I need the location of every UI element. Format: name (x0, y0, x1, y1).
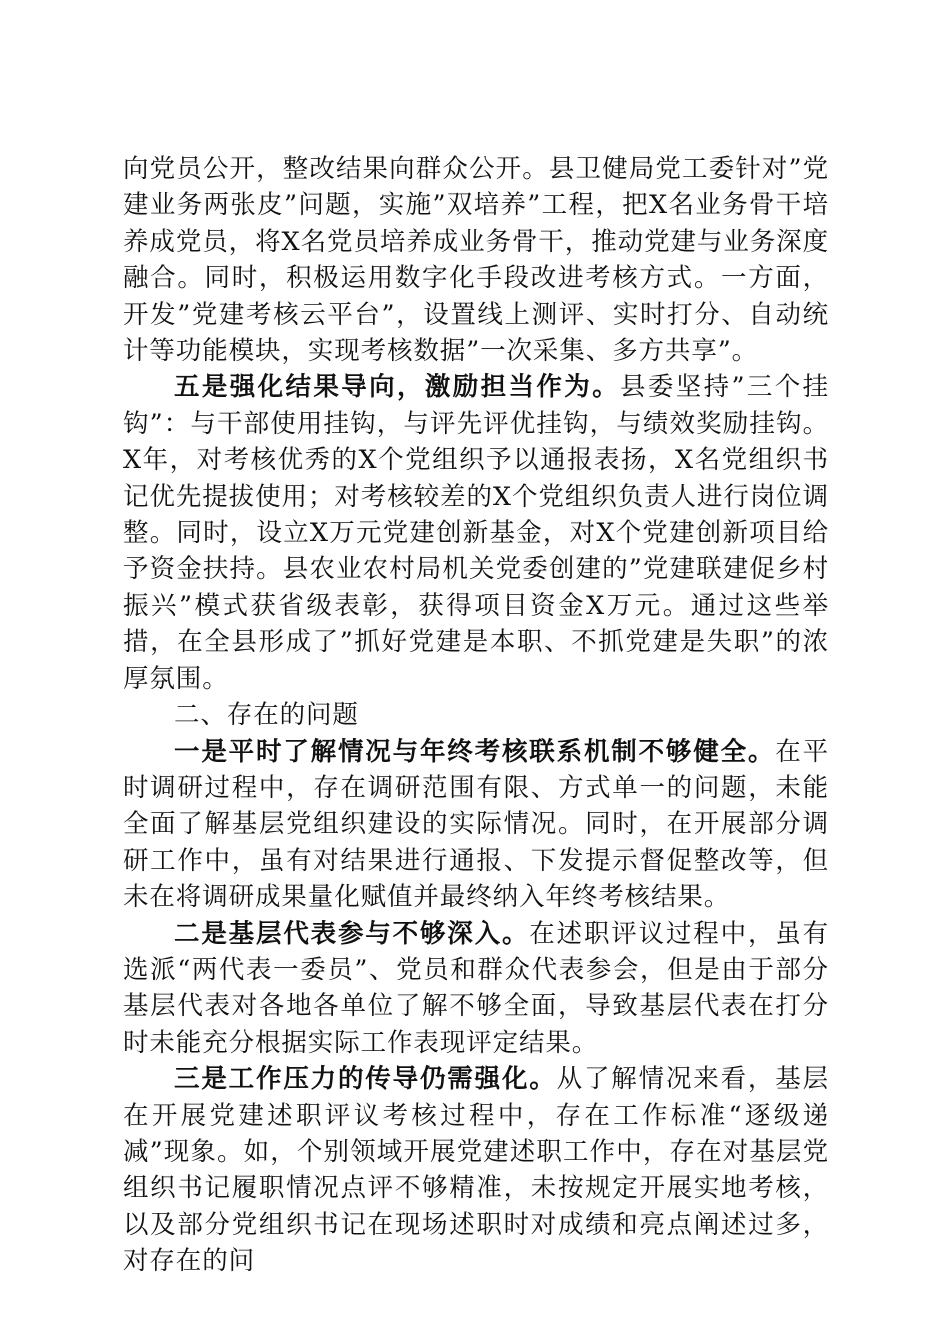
document-body (123, 151, 829, 1280)
issue-body: 在平时调研过程中，存在调研范围有限、方式单一的问题，未能全面了解基层党组织建设的实际情况。同时，在开展部分调研工作中，虽有对结果进行通报、下发提示督促整改等，但未在将调研成果量化赋值并最终纳入年终考核结果。 (123, 736, 829, 913)
section-heading: 二、存在的问题 (174, 700, 359, 731)
issue-paragraph-2 (123, 916, 829, 1062)
issue-body: 在述职评议过程中，虽有选派“两代表一委员”、党员和群众代表参会，但是由于部分基层代表对各地各单位了解不够全面，导致基层代表在打分时未能充分根据实际工作表现评定结果。 (123, 918, 829, 1058)
issue-lead: 三是工作压力的传导仍需强化。 (174, 1064, 557, 1095)
paragraph-body: 向党员公开，整改结果向群众公开。县卫健局党工委针对”党建业务两张皮”问题，实施”双培养”工程，把X名业务骨干培养成党员，将X名党员培养成业务骨干，推动党建与业务深度融合。同时，积极运用数字化手段改进考核方式。一方面，开发”党建考核云平台”，设置线上测评、实时打分、自动统计等功能模块，实现考核数据”一次采集、多方共享”。 (123, 154, 829, 367)
issue-body: 从了解情况来看，基层在开展党建述职评议考核过程中，存在工作标准“逐级递减”现象。如，个别领域开展党建述职工作中，存在对基层党组织书记履职情况点评不够精准，未按规定开展实地考核，以及部分党组织书记在现场述职时对成绩和亮点阐述过多，对存在的问 (123, 1064, 829, 1277)
issue-paragraph-1 (123, 734, 829, 916)
paragraph-lead: 五是强化结果导向，激励担当作为。 (174, 372, 620, 403)
paragraph-continuation (123, 151, 829, 369)
issue-lead: 二是基层代表参与不够深入。 (174, 918, 530, 949)
paragraph-body: 县委坚持”三个挂钩”：与干部使用挂钩，与评先评优挂钩，与绩效奖励挂钩。X年，对考核优秀的X个党组织予以通报表扬，X名党组织书记优先提拔使用；对考核较差的X个党组织负责人进行岗位调整。同时，设立X万元党建创新基金，对X个党建创新项目给予资金扶持。县农业农村局机关党委创建的”党建联建促乡村振兴”模式获省级表彰，获得项目资金X万元。通过这些举措，在全县形成了”抓好党建是本职、不抓党建是失职”的浓厚氛围。 (123, 372, 829, 694)
issue-lead: 一是平时了解情况与年终考核联系机制不够健全。 (174, 736, 776, 767)
paragraph-result-orientation (123, 369, 829, 697)
issue-paragraph-3 (123, 1061, 829, 1279)
